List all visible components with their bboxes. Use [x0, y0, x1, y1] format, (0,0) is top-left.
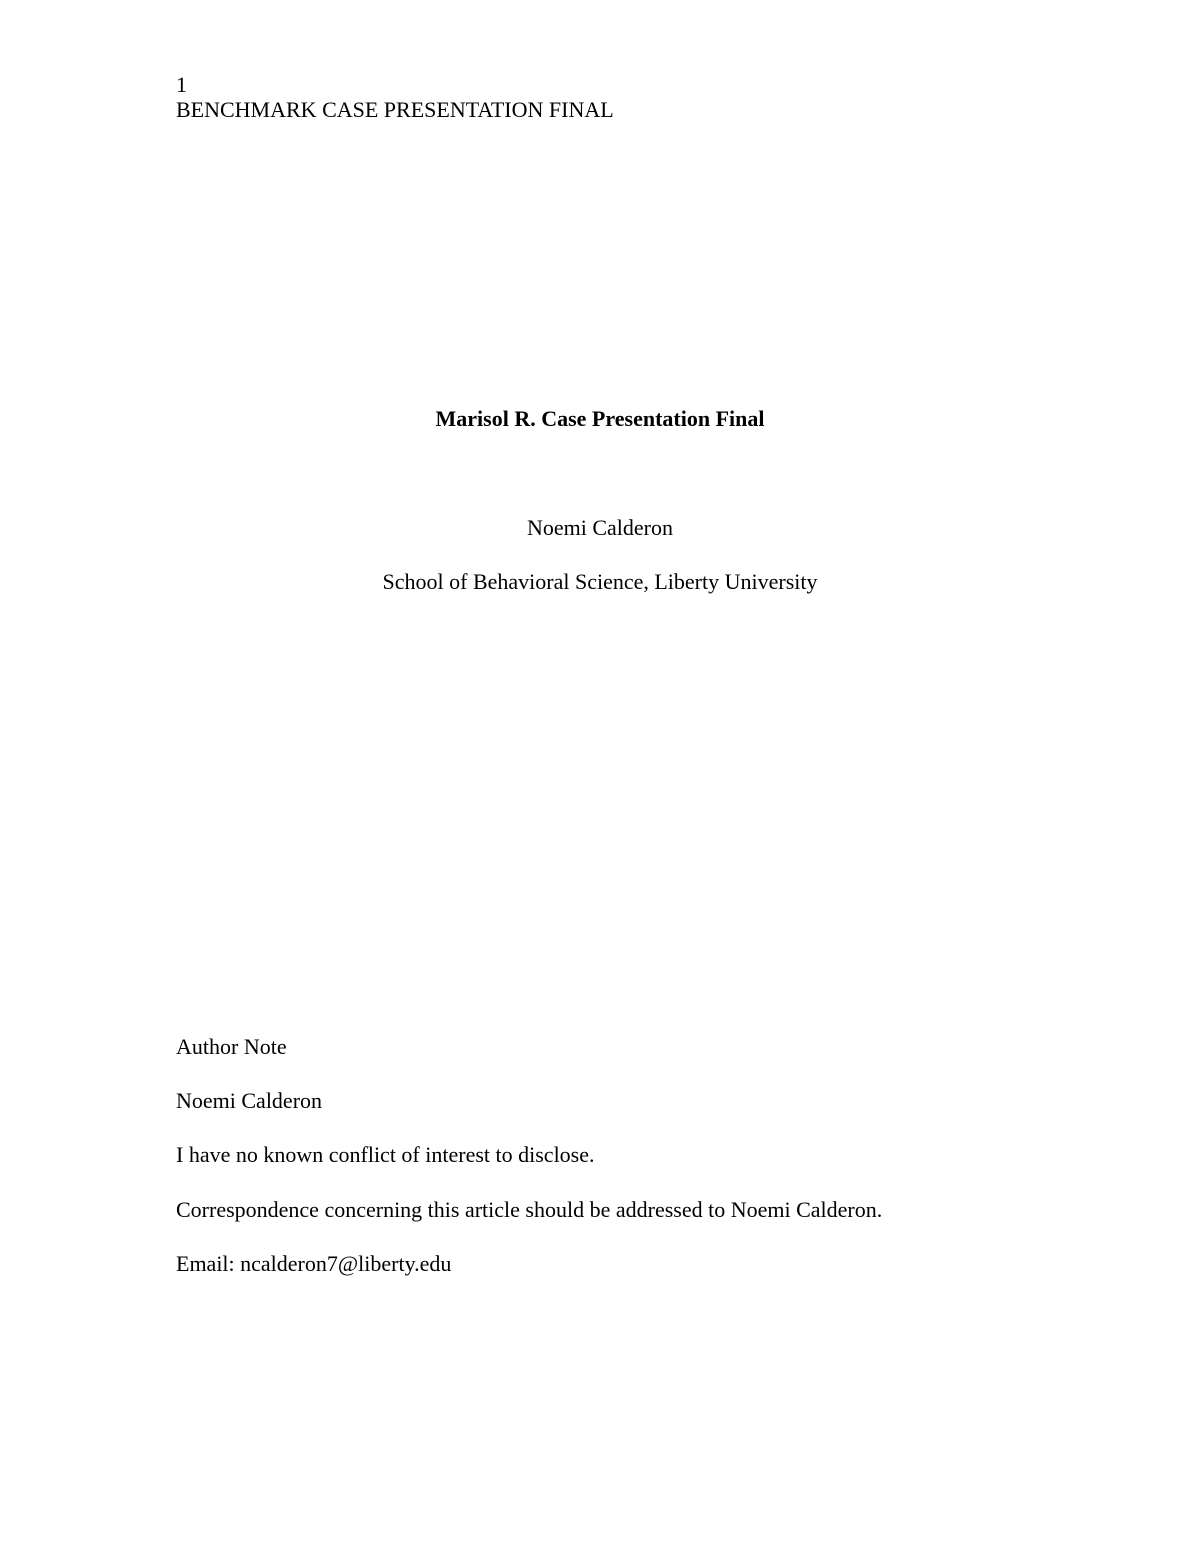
paper-title: Marisol R. Case Presentation Final — [435, 406, 765, 431]
page-number: 1 — [176, 72, 187, 97]
author-name: Noemi Calderon — [526, 515, 674, 540]
author-email: Email: ncalderon7@liberty.edu — [176, 1251, 452, 1276]
conflict-of-interest-statement: I have no known conflict of interest to disclose. — [176, 1142, 595, 1167]
author-note-name: Noemi Calderon — [176, 1088, 323, 1113]
running-head: BENCHMARK CASE PRESENTATION FINAL — [176, 97, 614, 122]
author-note-heading: Author Note — [176, 1034, 287, 1059]
correspondence-statement: Correspondence concerning this article should be addressed to Noemi Calderon. — [176, 1197, 883, 1222]
author-affiliation: School of Behavioral Science, Liberty University — [382, 569, 818, 594]
